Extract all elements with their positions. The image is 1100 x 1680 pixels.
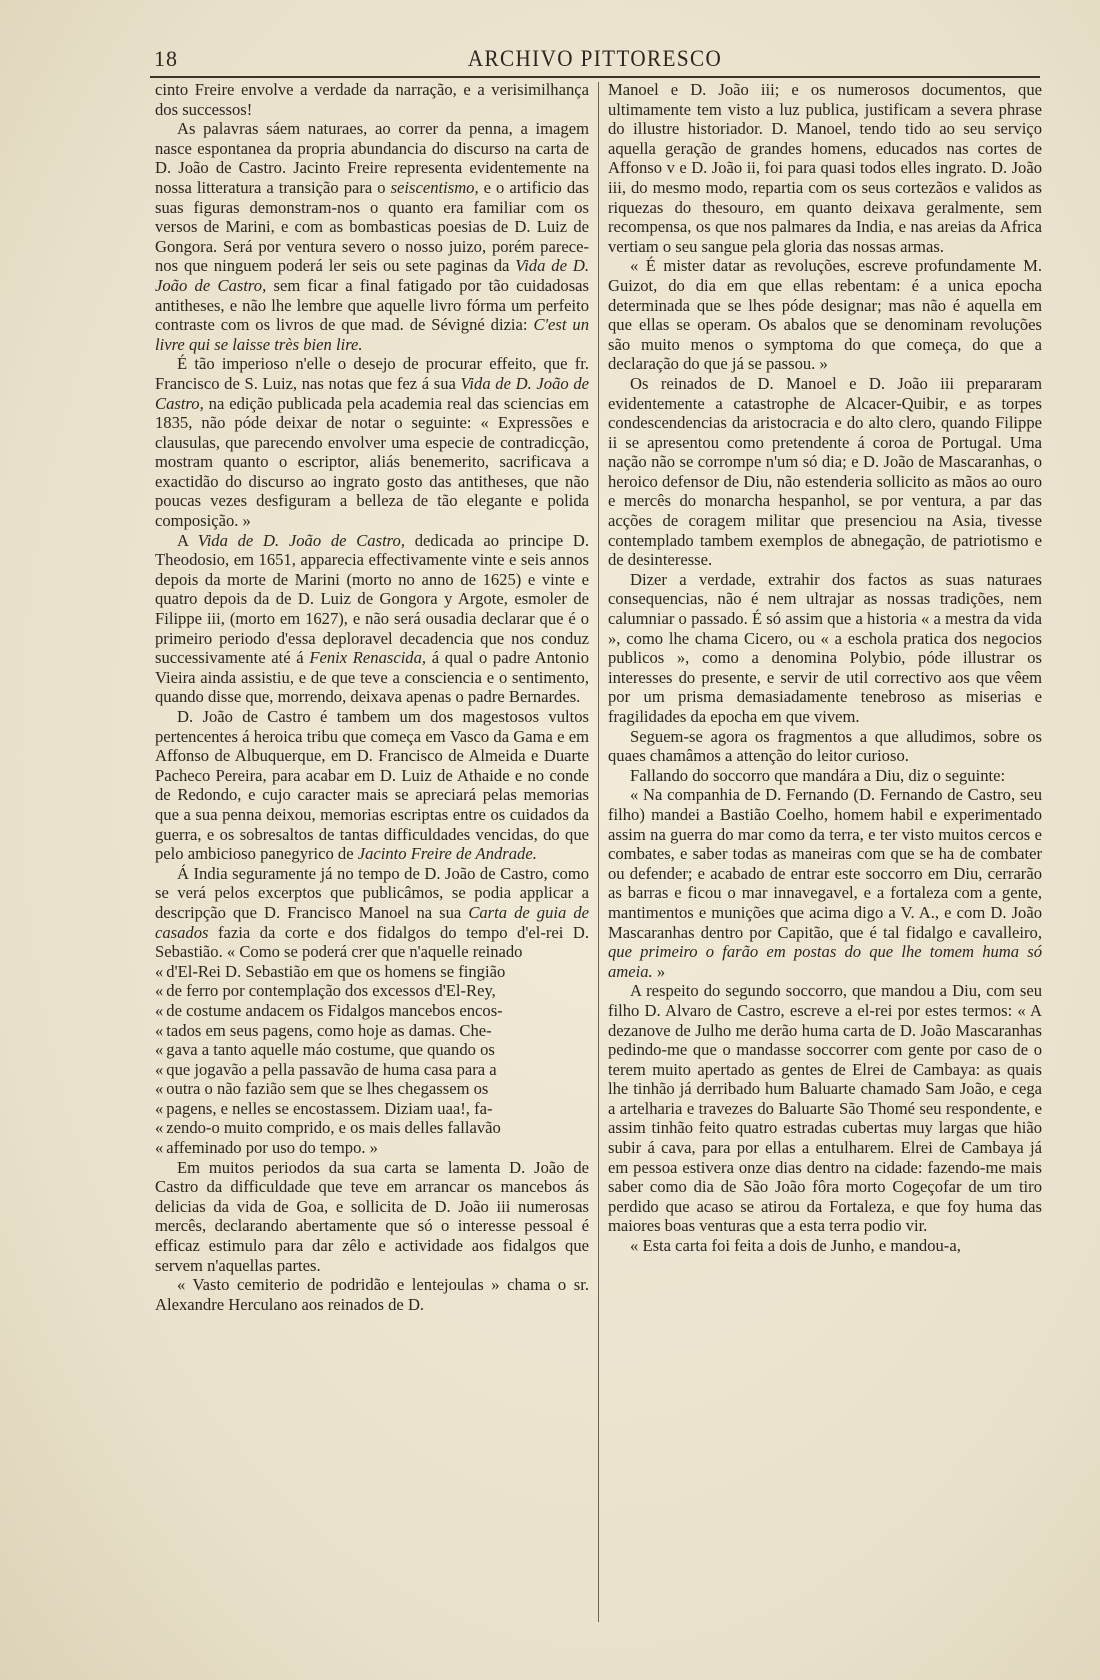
- paragraph: Os reinados de D. Manoel e D. João iii prepararam evidentemente a catastrophe de Alcacer-Quibir, e as torpes condescendencias da aristocracia e do alto clero, quando Filippe ii se apresentou como pretendente á coroa de Portugal. Uma nação não se corrompe n'um só dia; e D. João de Mascaranhas, o heroico defensor de Diu, não estenderia sollicito as mãos ao ouro e mercês do monarcha hespanhol, se por ventura, a par das acções de coragem militar que presenciou na Asia, tivesse contemplado tambem exemplos de abnegação, de patriotismo e de desinteresse.: [608, 373, 1042, 570]
- quote-block: [155, 962, 589, 1158]
- paragraph: As palavras sáem naturaes, ao correr da penna, a imagem nasce espontanea da propria abundancia do discurso na carta de D. João de Castro. Jacinto Freire representa evidentemente na nossa litteratura a transição para o seiscentismo, e o artificio das suas figuras demonstram-nos o quanto era familiar com os versos de Marini, e com as bombasticas poesias de D. Luiz de Gongora. Será por ventura severo o nosso juizo, porém parece-nos que ninguem poderá ler seis ou sete paginas da Vida de D. João de Castro, sem ficar a final fatigado por tão cuidadosas antitheses, e não lhe lembre que aquelle livro fórma um perfeito contraste com os livros de que mad. de Sévigné dizia: C'est un livre qui se laisse très bien lire.: [155, 119, 589, 354]
- quote-line: « que jogavão a pella passavão de huma casa para a: [155, 1060, 589, 1080]
- quote-line: « affeminado por uso do tempo. »: [155, 1138, 589, 1158]
- paragraph: Fallando do soccorro que mandára a Diu, diz o seguinte:: [630, 765, 1006, 785]
- page-header: [150, 42, 1040, 74]
- paragraph: Manoel e D. João iii; e os numerosos documentos, que ultimamente tem visto a luz publica, justificam a severa phrase do illustre historiador. D. Manoel, tendo tido ao seu serviço aquella geração de grandes homens, educados nas cortes de Affonso v e D. João ii, foi para quasi todos elles ingrato. D. João iii, do mesmo modo, repartia com os seus cortezãos e validos as riquezas do thesouro, em quanto deixava geralmente, sem recompensa, os que nos palmares da India, e nas areias da Africa vertiam o seu sangue pela gloria das nossas armas.: [608, 80, 1043, 256]
- paragraph: « Na companhia de D. Fernando (D. Fernando de Castro, seu filho) mandei a Bastião Coelho, homem habil e experimentado assim na guerra do mar como da terra, e ter visto muitos cercos e combates, e saber todas as maneiras com que se ha de combater ou defender; e acabado de entrar este soccorro em Diu, cerrarão as barras e ficou o mar innavegavel, e a fortaleza com a gente, mantimentos e munições que acima digo a V. A., e com D. João Mascaranhas dentro por Capitão, que é tal fidalgo e cavalleiro, que primeiro o farão em postas do que lhe tomem huma só ameia. »: [608, 785, 1042, 981]
- paragraph: A respeito do segundo soccorro, que mandou a Diu, com seu filho D. Alvaro de Castro, escreve a el-rei por estes termos: « A dezanove de Julho me derão huma carta de D. João Mascaranhas pedindo-me que o mandasse soccorrer com gente por caso de o terem muito apertado as gentes de Elrei de Cambaya: as quais lhe tinhão já derribado hum Baluarte chamado Sam João, e cega a artelharia e travezes do Baluarte São Thomé seu respondente, e assim tinhão feito quatro estradas cubertas muy largas que hião subir á cava, para por ellas a entulharem. Elrei de Cambaya já em pessoa estivera onze dias dentro na cidade: fazendo-me mais saber como dia de São João fôra morto Cogeçofar de um tiro perdido que acaso se atirou da Fortaleza, e que foy huma das maiores boas venturas que a esta terra podio vir.: [608, 981, 1042, 1236]
- column-divider: [598, 82, 599, 1622]
- paragraph: Seguem-se agora os fragmentos a que alludimos, sobre os quaes chamâmos a attenção do leitor curioso.: [608, 726, 1042, 766]
- quote-line: « gava a tanto aquelle máo costume, que quando os: [155, 1040, 589, 1060]
- quote-line: « zendo-o muito comprido, e os mais delles fallavão: [155, 1118, 589, 1138]
- quote-line: « tados em seus pagens, como hoje as damas. Che-: [155, 1021, 589, 1041]
- quote-line: « pagens, e nelles se encostassem. Diziam uaa!, fa-: [155, 1099, 589, 1119]
- paragraph: « É mister datar as revoluções, escreve profundamente M. Guizot, do dia em que ellas rebentam: é a unica epocha determinada que se lhes póde designar; mas não é aquella em que ellas se operam. Os abalos que se denominam revoluções são muito menos o symptoma do que começa, do que a declaração do que já se passou. »: [608, 256, 1042, 374]
- paragraph: cinto Freire envolve a verdade da narração, e a verisimilhança dos successos!: [155, 80, 589, 119]
- paragraph: Dizer a verdade, extrahir dos factos as suas naturaes consequencias, não é nem ultrajar as nossas tradições, nem calumniar o passado. É só assim que a historia « a mestra da vida », como lhe chama Cicero, ou « a eschola pratica dos negocios publicos », como a denomina Polybio, póde illustrar os interesses do presente, e servir de util correctivo aos que vêem por um prisma demasiadamente tenebroso as miserias e fragilidades da epocha em que vivem.: [608, 569, 1042, 726]
- quote-line: « de costume andacem os Fidalgos mancebos encos-: [155, 1001, 589, 1021]
- paragraph: D. João de Castro é tambem um dos magestosos vultos pertencentes á heroica tribu que começa em Vasco da Gama e em Affonso de Albuquerque, em D. Francisco de Almeida e Duarte Pacheco Pereira, para acabar em D. Luiz de Athaide e no conde de Redondo, e cujo caracter mais se apreciará pelas memorias que a sua penna deixou, memorias escriptas entre os cuidados da guerra, e os sobresaltos de tantas difficuldades vencidas, do que pelo ambicioso panegyrico de Jacinto Freire de Andrade.: [155, 707, 589, 864]
- right-column: [608, 80, 1042, 1256]
- page-number: 18: [154, 46, 178, 71]
- quote-line: « d'El-Rei D. Sebastião em que os homens se fingião: [155, 962, 589, 982]
- paragraph: « Vasto cemiterio de podridão e lentejoulas » chama o sr. Alexandre Herculano aos reinados de D.: [155, 1275, 589, 1314]
- paragraph: Á India seguramente já no tempo de D. João de Castro, como se verá pelos excerptos que publicâmos, se podia applicar a descripção que D. Francisco Manoel na sua Carta de guia de casados fazia da corte e dos fidalgos do tempo d'el-rei D. Sebastião. « Como se poderá crer que n'aquelle reinado: [155, 863, 589, 962]
- paragraph: Em muitos periodos da sua carta se lamenta D. João de Castro da difficuldade que teve em arrancar os mancebos ás delicias da vida de Goa, e sollicita de D. João iii numerosas mercês, declarando abertamente que só o interesse pessoal é efficaz estimulo para dar zêlo e actividade aos fidalgos que servem n'aquellas partes.: [155, 1157, 589, 1275]
- running-title: ARCHIVO PITTORESCO: [467, 46, 723, 71]
- header-rule: [150, 76, 1040, 78]
- left-column: [155, 80, 589, 1314]
- quote-line: « outra o não fazião sem que se lhes chegassem os: [155, 1079, 589, 1099]
- paragraph: A Vida de D. João de Castro, dedicada ao principe D. Theodosio, em 1651, apparecia effectivamente vinte e seis annos depois da morte de Marini (morto no anno de 1625) e vinte e quatro depois da de D. Luiz de Gongora y Argote, esmoler de Filippe iii, (morto em 1627), e não será ousadia declarar que é o primeiro periodo d'essa deploravel decadencia que nos conduz successivamente até á Fenix Renascida, á qual o padre Antonio Vieira ainda assistiu, e de que teve a consciencia e o sentimento, quando disse que, morrendo, deixava apenas o padre Bernardes.: [155, 530, 590, 707]
- paragraph: É tão imperioso n'elle o desejo de procurar effeito, que fr. Francisco de S. Luiz, nas notas que fez á sua Vida de D. João de Castro, na edição publicada pela academia real das sciencias em 1835, não póde deixar de notar o seguinte: « Expressões e clausulas, que parecendo envolver uma especie de contradicção, mostram quanto o escriptor, aliás benemerito, sacrificava a exactidão do discurso ao ingrato gosto das antitheses, que não poucas vezes desfiguram a belleza de tão elegante e polida composição. »: [155, 354, 589, 531]
- quote-line: « de ferro por contemplação dos excessos d'El-Rey,: [155, 981, 589, 1001]
- paragraph: « Esta carta foi feita a dois de Junho, e mandou-a,: [630, 1236, 961, 1256]
